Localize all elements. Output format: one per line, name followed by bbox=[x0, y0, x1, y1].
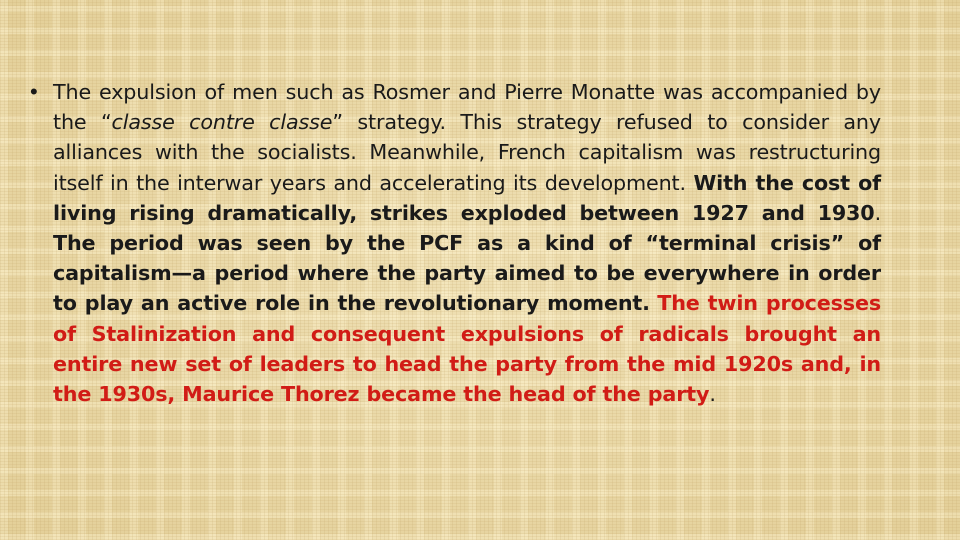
text-segment-intro: The expulsion of men such as Rosmer and Pierre Monatte was accompanied by the “ bbox=[53, 80, 881, 135]
text-segment-separator: . bbox=[874, 200, 881, 225]
bullet-paragraph bbox=[53, 77, 881, 409]
text-segment-bold-strikes: With the cost of living rising dramatically, strikes exploded between 1927 and 1930 bbox=[53, 170, 881, 225]
text-segment-italic-term: classe contre classe bbox=[111, 110, 333, 135]
text-segment-bold-crisis: The period was seen by the PCF as a kind of “terminal crisis” of capitalism—a period where the party aimed to be everywhere in order to play an active role in the revolutionary moment. bbox=[53, 231, 881, 316]
text-segment-final-period: . bbox=[709, 382, 716, 407]
text-segment-strategy: ” strategy. This strategy refused to consider any alliances with the socialists. Meanwhile, French capitalism was restructuring itself in the interwar years and accelerating its development. bbox=[53, 110, 881, 195]
bullet-item bbox=[30, 77, 881, 409]
bullet-icon: • bbox=[30, 79, 38, 104]
text-segment-red-stalinization: The twin processes of Stalinization and consequent expulsions of radicals brought an entire new set of leaders to head the party from the mid 1920s and, in the 1930s, Maurice Thorez became the head of the party bbox=[53, 291, 881, 407]
